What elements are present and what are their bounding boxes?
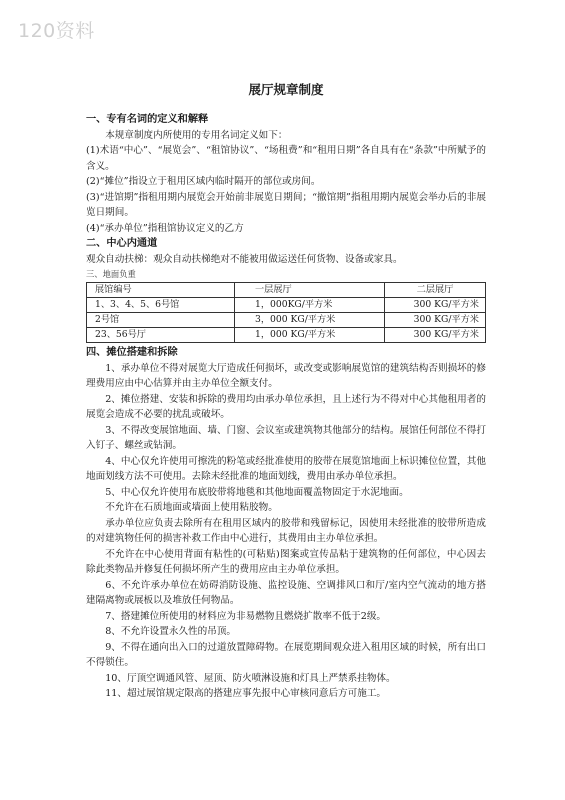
rule-paragraph: 承办单位应负责去除所有在租用区域内的胶带和残留标记，因使用未经批准的胶带所造成的对建筑物任何的损害补救工作由中心进行，其费用由主办单位承担。 (86, 517, 486, 544)
section-1-intro: 本规章制度内所使用的专用名词定义如下： (105, 129, 288, 141)
table-row (87, 313, 486, 328)
table-row (87, 328, 486, 343)
table-cell: 300 KG/平方米 (385, 298, 486, 313)
table-row (87, 298, 486, 313)
section-2-heading: 二、中心内通道 (86, 237, 158, 249)
definition-item: (1)术语“中心”、“展览会”、“租馆协议”、“场租费”和“租用日期”各自具有在“条款”中所赋予的含义。 (86, 145, 486, 172)
table-cell: 300 KG/平方米 (385, 328, 486, 343)
floor-load-table (86, 282, 486, 343)
table-cell: 300 KG/平方米 (385, 313, 486, 328)
document-body (86, 80, 486, 702)
watermark-logo: 120资料 (18, 20, 95, 42)
table-cell: 2号馆 (87, 313, 235, 328)
table-cell: 23、56号厅 (87, 328, 235, 343)
section-4-heading: 四、摊位搭建和拆除 (86, 346, 178, 358)
rule-paragraph: 7、搭建摊位所使用的材料应为非易燃物且燃烧扩散率不低于2级。 (105, 610, 387, 622)
section-3-heading: 三、地面负重 (86, 269, 136, 279)
table-header-row (87, 283, 486, 298)
rule-paragraph: 10、厅顶空调通风管、屋顶、防火喷淋设施和灯具上严禁系挂物体。 (105, 672, 396, 684)
escalator-rule: 观众自动扶梯：观众自动扶梯绝对不能被用做运送任何货物、设备或家具。 (86, 253, 403, 265)
table-cell: 1、3、4、5、6号馆 (87, 298, 235, 313)
rule-paragraph: 5、中心仅允许使用布底胶带将地毯和其他地面覆盖物固定于水泥地面。 (105, 486, 409, 498)
definition-item: (3)“进馆期”指租用期内展览会开始前非展览日期间；“撤馆期”指租用期内展览会举办后的非展览日期间。 (86, 191, 486, 218)
rule-paragraph: 6、不允许承办单位在妨碍消防设施、监控设施、空调排风口和厅/室内空气流动的地方搭建隔离物或展板以及堆放任何物品。 (86, 579, 486, 606)
rule-paragraph: 1、承办单位不得对展览大厅造成任何损坏，或改变或影响展览馆的建筑结构否则损坏的修理费用应由中心估算并由主办单位全额支付。 (86, 362, 486, 389)
rule-paragraph: 8、不允许设置永久性的吊顶。 (105, 626, 237, 637)
table-cell: 1，000 KG/平方米 (235, 328, 385, 343)
table-header-cell: 二层展厅 (385, 283, 486, 298)
definition-item: (4)“承办单位”指租馆协议定义的乙方 (86, 222, 244, 234)
table-header-cell: 一层展厅 (235, 283, 385, 298)
rule-paragraph: 4、中心仅允许使用可擦洗的粉笔或经批准使用的胶带在展览馆地面上标识摊位位置，其他地面划线方法不可使用。去除未经批准的地面划线，费用由承办单位承担。 (86, 455, 486, 482)
table-cell: 1，000KG/平方米 (235, 298, 385, 313)
rule-paragraph: 不允许在石质地面或墙面上使用粘胶物。 (105, 502, 278, 513)
rule-paragraph: 3、不得改变展馆地面、墙、门窗、会议室或建筑物其他部分的结构。展馆任何部位不得打入钉子、螺丝或钻洞。 (86, 424, 486, 451)
document-title: 展厅规章制度 (248, 82, 324, 97)
rule-paragraph: 不允许在中心使用背面有粘性的(可粘贴)图案或宣传品粘于建筑物的任何部位，中心因去除此类物品并修复任何损坏所产生的费用应由主办单位承担。 (86, 548, 486, 575)
section-1-heading: 一、专有名词的定义和解释 (86, 113, 209, 125)
rule-paragraph: 2、摊位搭建、安装和拆除的费用均由承办单位承担，且上述行为不得对中心其他租用者的展览会造成不必要的扰乱或破坏。 (86, 393, 486, 420)
rule-paragraph: 11、超过展馆规定限高的搭建应事先报中心审核同意后方可施工。 (105, 688, 387, 699)
table-cell: 3，000 KG/平方米 (235, 313, 385, 328)
table-header-cell: 展馆编号 (87, 283, 235, 298)
rule-paragraph: 9、不得在通向出入口的过道放置障碍物。在展览期间观众进入租用区域的时候，所有出口不得锁住。 (86, 641, 486, 668)
definition-item: (2)“摊位”指设立于租用区域内临时隔开的部位或房间。 (86, 176, 321, 187)
